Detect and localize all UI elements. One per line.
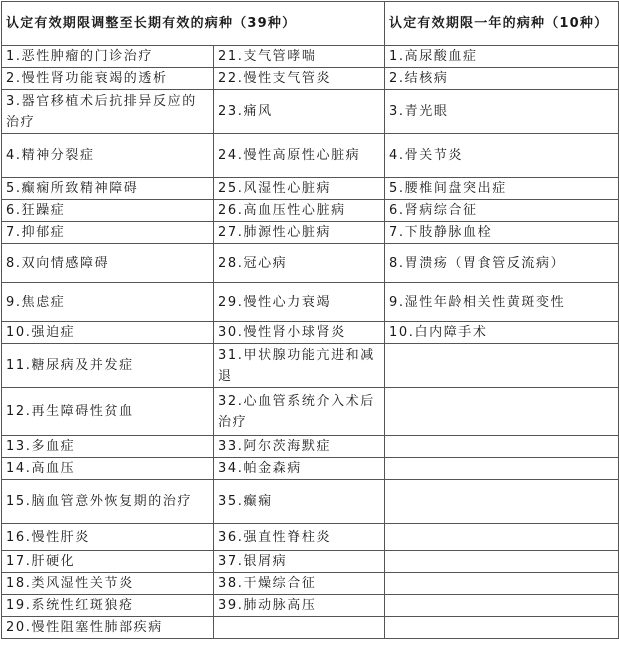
one-year-item: 10.白内障手术 — [385, 322, 619, 344]
long-term-header: 认定有效期限调整至长期有效的病种（39种） — [2, 2, 385, 46]
long-term-item: 13.多血症 — [2, 436, 214, 458]
long-term-item: 1.恶性肿瘤的门诊治疗 — [2, 46, 214, 68]
empty-cell — [385, 595, 619, 617]
long-term-item: 10.强迫症 — [2, 322, 214, 344]
long-term-item: 24.慢性高原性心脏病 — [214, 134, 385, 178]
long-term-item: 35.癫痫 — [214, 480, 385, 524]
table-row — [2, 436, 619, 458]
long-term-item: 32.心血管系统介入术后治疗 — [214, 388, 385, 436]
long-term-item: 4.精神分裂症 — [2, 134, 214, 178]
long-term-item: 14.高血压 — [2, 458, 214, 480]
table-row — [2, 200, 619, 222]
one-year-item: 3.青光眼 — [385, 90, 619, 134]
table-row — [2, 344, 619, 388]
table-row — [2, 524, 619, 551]
one-year-item: 4.骨关节炎 — [385, 134, 619, 178]
table-row — [2, 244, 619, 283]
empty-cell — [385, 480, 619, 524]
long-term-item: 7.抑郁症 — [2, 222, 214, 244]
table-row — [2, 388, 619, 436]
table-row — [2, 46, 619, 68]
long-term-item: 23.痛风 — [214, 90, 385, 134]
disease-table — [1, 1, 619, 639]
long-term-item: 8.双向情感障碍 — [2, 244, 214, 283]
long-term-item: 20.慢性阻塞性肺部疾病 — [2, 617, 214, 639]
empty-cell — [385, 573, 619, 595]
one-year-header: 认定有效期限一年的病种（10种） — [385, 2, 619, 46]
long-term-item: 29.慢性心力衰竭 — [214, 283, 385, 322]
table-row — [2, 283, 619, 322]
empty-cell — [385, 524, 619, 551]
long-term-item: 12.再生障碍性贫血 — [2, 388, 214, 436]
long-term-item: 15.脑血管意外恢复期的治疗 — [2, 480, 214, 524]
table-row — [2, 90, 619, 134]
one-year-item: 6.肾病综合征 — [385, 200, 619, 222]
long-term-item: 36.强直性脊柱炎 — [214, 524, 385, 551]
long-term-item: 22.慢性支气管炎 — [214, 68, 385, 90]
long-term-item: 37.银屑病 — [214, 551, 385, 573]
long-term-item: 11.糖尿病及并发症 — [2, 344, 214, 388]
long-term-item: 18.类风湿性关节炎 — [2, 573, 214, 595]
long-term-item: 27.肺源性心脏病 — [214, 222, 385, 244]
one-year-item: 2.结核病 — [385, 68, 619, 90]
long-term-item: 26.高血压性心脏病 — [214, 200, 385, 222]
long-term-item: 19.系统性红斑狼疮 — [2, 595, 214, 617]
long-term-item: 34.帕金森病 — [214, 458, 385, 480]
one-year-item: 7.下肢静脉血栓 — [385, 222, 619, 244]
table-row — [2, 551, 619, 573]
one-year-item: 9.湿性年龄相关性黄斑变性 — [385, 283, 619, 322]
long-term-item: 33.阿尔茨海默症 — [214, 436, 385, 458]
table-row — [2, 458, 619, 480]
one-year-item: 8.胃溃疡（胃食管反流病） — [385, 244, 619, 283]
one-year-item: 5.腰椎间盘突出症 — [385, 178, 619, 200]
long-term-item: 25.风湿性心脏病 — [214, 178, 385, 200]
table-row — [2, 480, 619, 524]
long-term-item: 31.甲状腺功能亢进和减退 — [214, 344, 385, 388]
empty-cell — [385, 436, 619, 458]
table-row — [2, 573, 619, 595]
empty-cell — [385, 344, 619, 388]
table-row — [2, 178, 619, 200]
long-term-item: 9.焦虑症 — [2, 283, 214, 322]
empty-cell — [214, 617, 385, 639]
table-row — [2, 322, 619, 344]
empty-cell — [385, 551, 619, 573]
empty-cell — [385, 388, 619, 436]
long-term-item: 5.癫痫所致精神障碍 — [2, 178, 214, 200]
table-row — [2, 222, 619, 244]
long-term-item: 28.冠心病 — [214, 244, 385, 283]
long-term-item: 21.支气管哮喘 — [214, 46, 385, 68]
table-row — [2, 595, 619, 617]
long-term-item: 2.慢性肾功能衰竭的透析 — [2, 68, 214, 90]
table-row — [2, 617, 619, 639]
long-term-item: 6.狂躁症 — [2, 200, 214, 222]
header-row — [2, 2, 619, 46]
long-term-item: 16.慢性肝炎 — [2, 524, 214, 551]
empty-cell — [385, 458, 619, 480]
long-term-item: 3.器官移植术后抗排异反应的治疗 — [2, 90, 214, 134]
one-year-item: 1.高尿酸血症 — [385, 46, 619, 68]
empty-cell — [385, 617, 619, 639]
long-term-item: 39.肺动脉高压 — [214, 595, 385, 617]
table-row — [2, 68, 619, 90]
table-row — [2, 134, 619, 178]
long-term-item: 17.肝硬化 — [2, 551, 214, 573]
long-term-item: 30.慢性肾小球肾炎 — [214, 322, 385, 344]
long-term-item: 38.干燥综合征 — [214, 573, 385, 595]
